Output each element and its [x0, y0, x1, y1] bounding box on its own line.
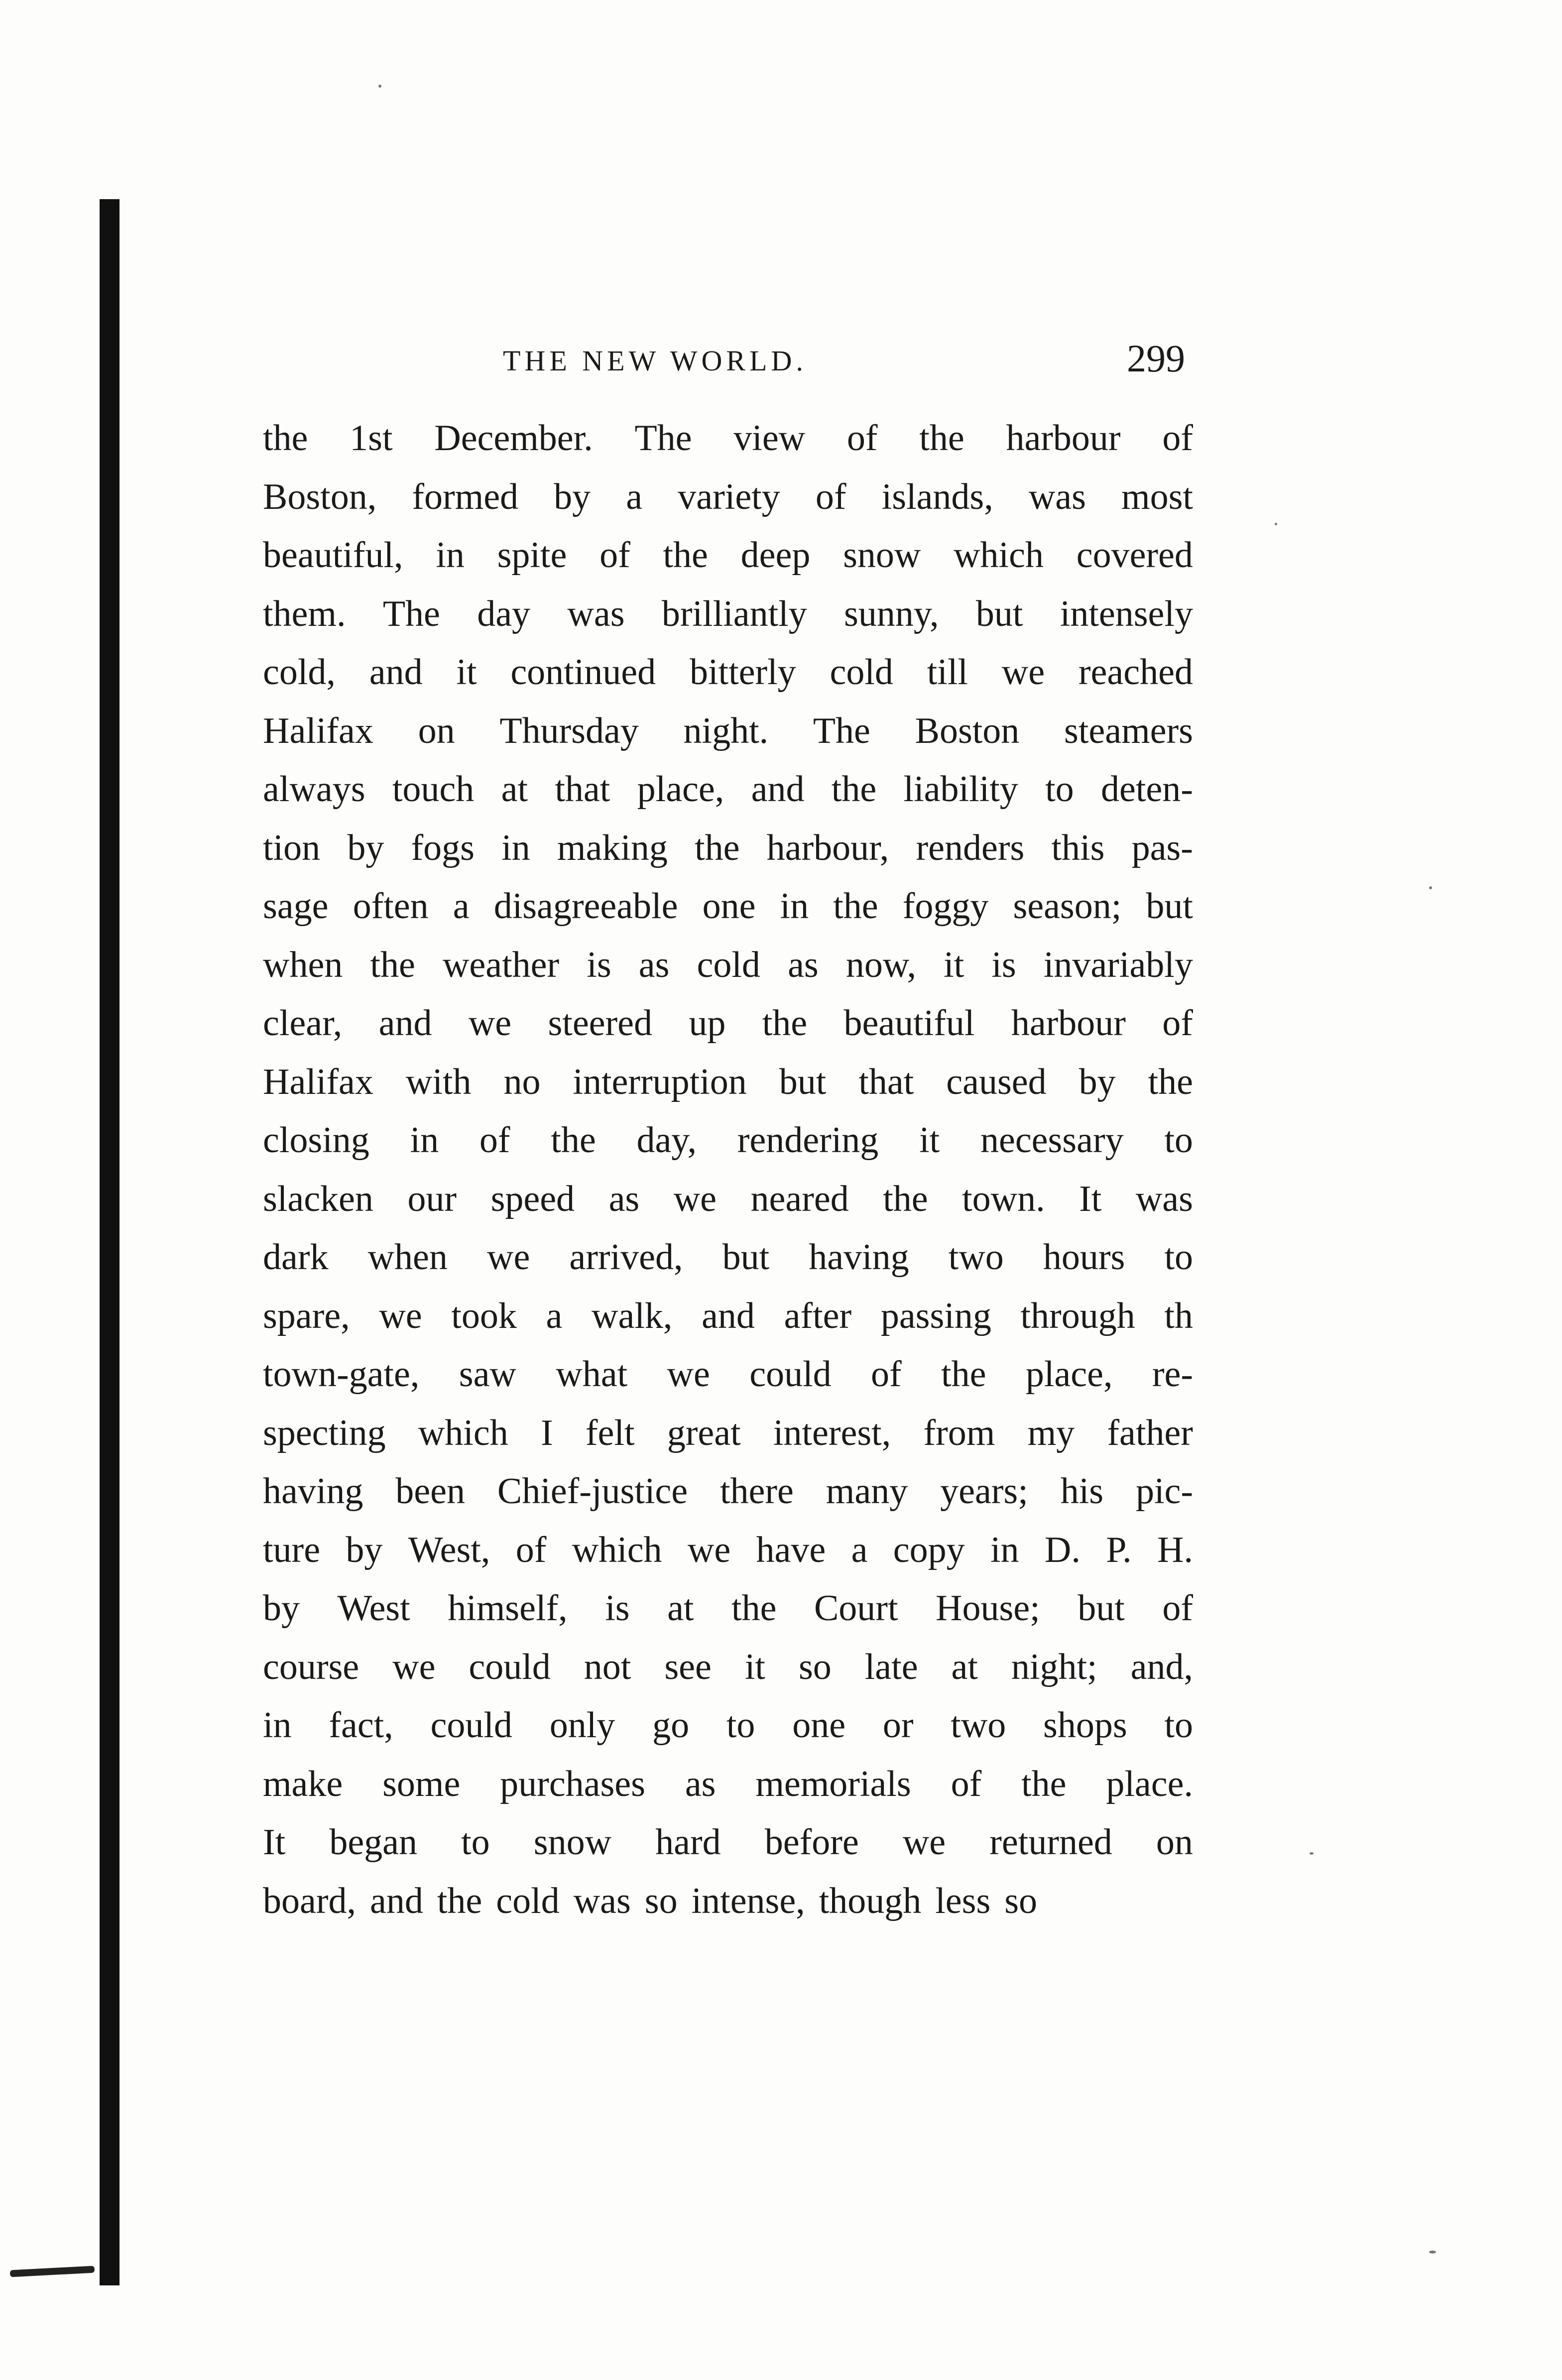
text-line: them. The day was brilliantly sunny, but intensely [263, 593, 1193, 634]
paper-speck [1429, 886, 1432, 889]
text-line: having been Chief-justice there many years; his pic- [263, 1471, 1193, 1512]
text-line: clear, and we steered up the beautiful harbour of [263, 1003, 1193, 1044]
text-line: Halifax with no interruption but that caused by the [263, 1061, 1193, 1102]
text-line: specting which I felt great interest, from my father [263, 1412, 1193, 1453]
binding-edge [100, 199, 120, 2285]
text-line: by West himself, is at the Court House; but of [263, 1588, 1193, 1629]
paper-speck [378, 85, 381, 88]
paper-speck [1275, 523, 1277, 525]
text-line: ture by West, of which we have a copy in D. P. H. [263, 1529, 1193, 1570]
text-line: dark when we arrived, but having two hours to [263, 1237, 1193, 1278]
text-line: spare, we took a walk, and after passing through th [263, 1295, 1193, 1336]
text-line: when the weather is as cold as now, it is invariably [263, 944, 1193, 985]
text-line: It began to snow hard before we returned on [263, 1822, 1193, 1863]
text-line: Halifax on Thursday night. The Boston steamers [263, 710, 1193, 751]
paper-speck [1310, 1852, 1314, 1855]
text-line: closing in of the day, rendering it necessary to [263, 1120, 1193, 1161]
text-line: in fact, could only go to one or two shops to [263, 1705, 1193, 1746]
body-text [263, 409, 1193, 1930]
text-line: Boston, formed by a variety of islands, was most [263, 476, 1193, 517]
text-line: cold, and it continued bitterly cold till we reached [263, 652, 1193, 693]
text-line: board, and the cold was so intense, though less so [263, 1880, 1038, 1921]
paper-speck [1429, 2251, 1436, 2254]
text-line: slacken our speed as we neared the town. It was [263, 1178, 1193, 1219]
text-line: always touch at that place, and the liability to deten- [263, 769, 1193, 810]
text-line: course we could not see it so late at night; and, [263, 1646, 1193, 1687]
text-line: beautiful, in spite of the deep snow which covered [263, 535, 1193, 576]
running-title: THE NEW WORLD. [503, 345, 807, 377]
text-line: the 1st December. The view of the harbour of [263, 418, 1193, 459]
text-line: make some purchases as memorials of the place. [263, 1763, 1193, 1804]
text-line: town-gate, saw what we could of the place, re- [263, 1354, 1193, 1395]
running-head [493, 336, 1190, 386]
text-line: tion by fogs in making the harbour, renders this pas- [263, 827, 1193, 868]
text-line: sage often a disagreeable one in the foggy season; but [263, 886, 1193, 927]
ink-smudge [10, 2266, 95, 2277]
page-number: 299 [1127, 337, 1185, 380]
